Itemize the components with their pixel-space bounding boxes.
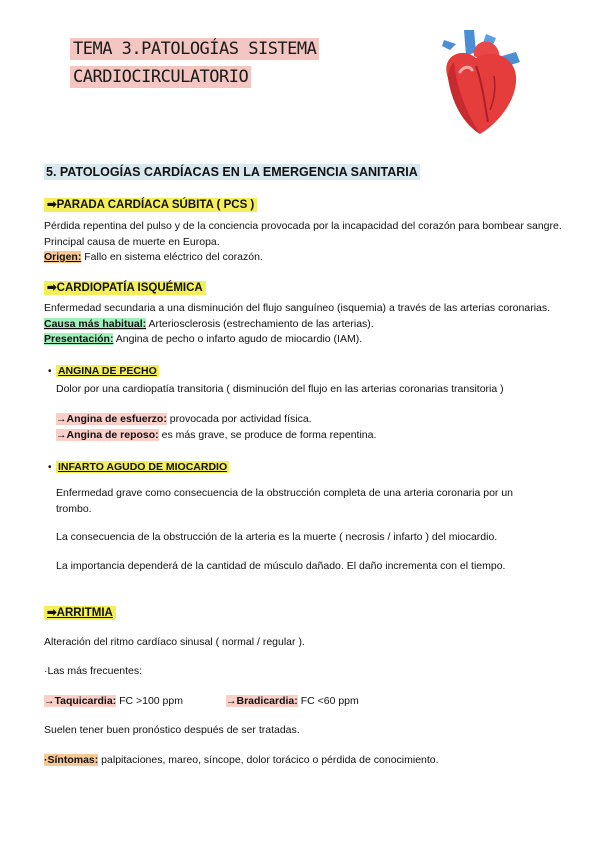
pcs-heading: ➡PARADA CARDÍACA SÚBITA ( PCS ) — [44, 198, 257, 212]
arr-symptoms-label: ·Síntomas: — [44, 754, 99, 766]
angina-heading: ANGINA DE PECHO — [57, 365, 157, 377]
arr-brady-label: →Bradicardia: — [226, 695, 298, 707]
isq-cause-label: Causa más habitual: — [44, 317, 147, 330]
isq-heading: ➡CARDIOPATÍA ISQUÉMICA — [44, 281, 206, 295]
section-header: 5. PATOLOGÍAS CARDÍACAS EN LA EMERGENCIA SANITARIA — [46, 165, 418, 179]
angina-effort-text: provocada por actividad física. — [166, 413, 312, 425]
arr-tachy-text: FC >100 ppm — [116, 695, 183, 707]
angina-heading-row — [48, 361, 159, 379]
iam-paragraph-3: La importancia dependerá de la cantidad de músculo dañado. El daño incrementa con el tiempo. — [56, 560, 506, 572]
bullet-icon: • — [48, 462, 52, 473]
pcs-line-1: Pérdida repentina del pulso y de la conciencia provocada por la incapacidad del corazón para bombear sangre. — [44, 220, 562, 232]
title-line-2: CARDIOCIRCULATORIO — [70, 66, 251, 88]
arr-paragraph: Alteración del ritmo cardíaco sinusal ( normal / regular ). — [44, 636, 305, 648]
iam-heading-row — [48, 457, 229, 475]
isq-presentation-label: Presentación: — [44, 333, 114, 345]
angina-types — [56, 412, 596, 443]
isq-presentation-text: Angina de pecho o infarto agudo de miocardio (IAM). — [113, 333, 363, 345]
iam-heading: INFARTO AGUDO DE MIOCARDIO — [57, 461, 228, 473]
angina-rest-label: →Angina de reposo: — [56, 428, 159, 441]
arr-tachycardia — [44, 694, 183, 710]
iam-paragraph-2: La consecuencia de la obstrucción de la arteria es la muerte ( necrosis / infarto ) del miocardio. — [56, 531, 498, 543]
bullet-icon: • — [48, 366, 52, 377]
angina-description: Dolor por una cardiopatía transitoria ( disminución del flujo en las arterias coronarias transitoria ) — [56, 383, 504, 395]
iam-paragraph-1 — [56, 486, 596, 517]
isq-line-1: Enfermedad secundaria a una disminución del flujo sanguíneo (isquemia) a través de las arterias coronarias. — [44, 302, 551, 314]
heart-illustration — [436, 26, 528, 138]
isq-body — [44, 301, 596, 348]
pcs-origin-label: Origen: — [44, 251, 82, 263]
arr-heading: ➡ARRITMIA — [44, 606, 116, 620]
title-line-1: TEMA 3.PATOLOGÍAS SISTEMA — [70, 38, 319, 60]
page-title — [70, 38, 319, 88]
arr-brady-text: FC <60 ppm — [297, 695, 359, 707]
pcs-body — [44, 219, 596, 266]
arr-symptoms-text: palpitaciones, mareo, síncope, dolor torácico o pérdida de conocimiento. — [98, 754, 439, 766]
pcs-origin-text: Fallo en sistema eléctrico del corazón. — [81, 251, 263, 263]
arr-prognosis: Suelen tener buen pronóstico después de ser tratadas. — [44, 724, 300, 736]
arr-symptoms — [44, 753, 596, 769]
arr-frequent: ·Las más frecuentes: — [44, 665, 143, 677]
pcs-line-2: Principal causa de muerte en Europa. — [44, 235, 220, 248]
iam-p1-line-1: Enfermedad grave como consecuencia de la obstrucción completa de una arteria coronaria por un — [56, 487, 514, 499]
iam-p1-line-2: trombo. — [56, 502, 92, 515]
arr-tachy-label: →Taquicardia: — [44, 695, 117, 707]
angina-rest-text: es más grave, se produce de forma repentina. — [158, 428, 377, 441]
arr-bradycardia — [226, 694, 359, 710]
isq-cause-text: Arteriosclerosis (estrechamiento de las arterias). — [146, 317, 374, 330]
angina-effort-label: →Angina de esfuerzo: — [56, 413, 167, 425]
